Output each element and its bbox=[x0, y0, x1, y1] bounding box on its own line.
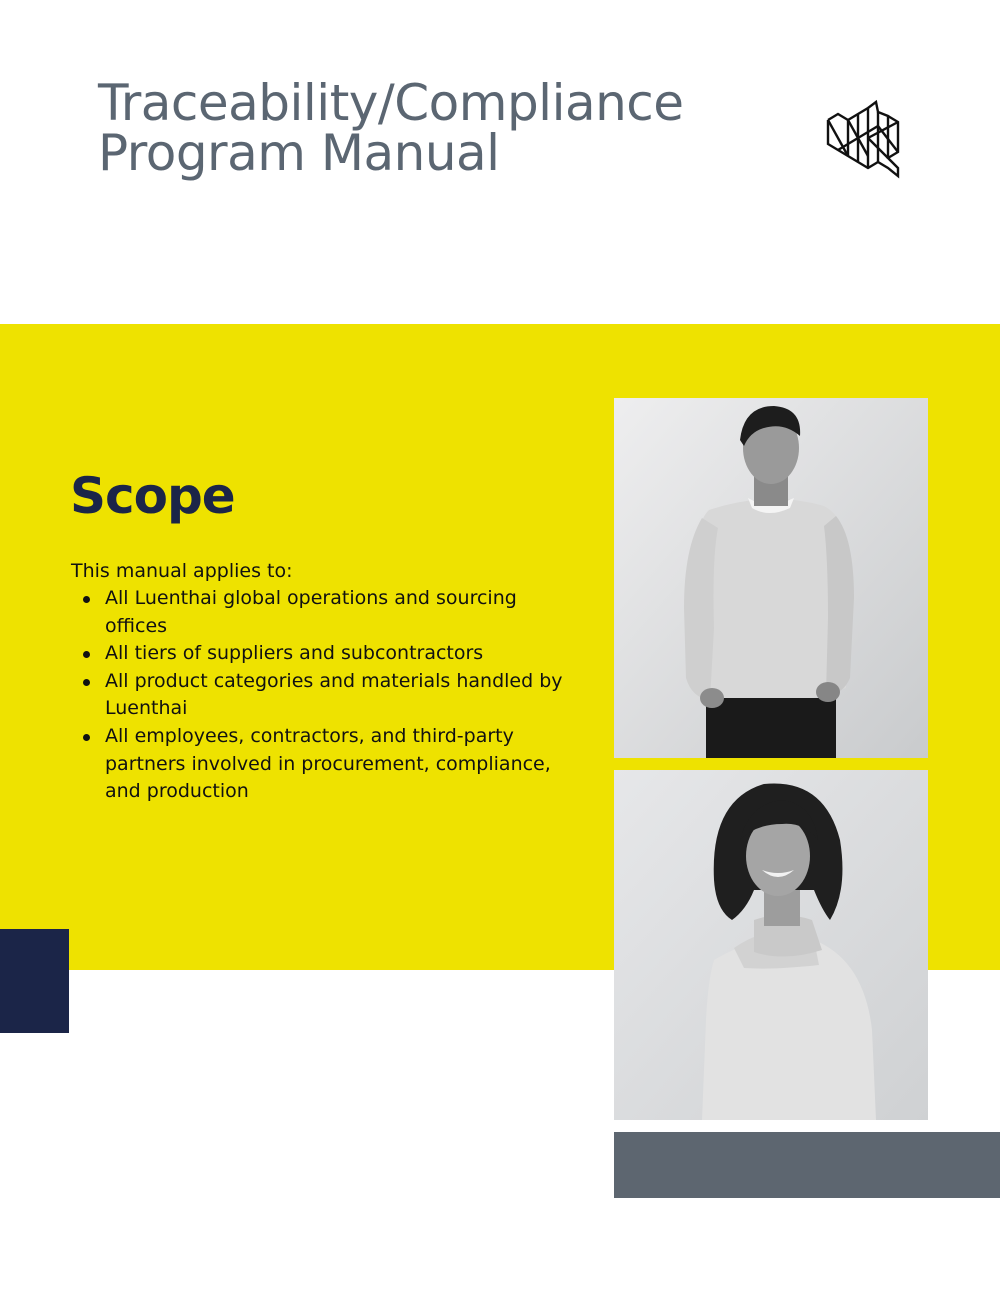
title-line-1: Traceability/Compliance bbox=[98, 74, 684, 132]
list-item: All product categories and materials handled by Luenthai bbox=[105, 668, 575, 723]
list-item: All employees, contractors, and third-party partners involved in procurement, compliance, and production bbox=[105, 723, 575, 806]
section-heading: Scope bbox=[70, 467, 235, 525]
slate-accent-bar bbox=[614, 1132, 1000, 1198]
navy-accent-block bbox=[0, 929, 69, 1033]
title-line-2: Program Manual bbox=[98, 124, 500, 182]
woman-portrait-photo bbox=[614, 770, 928, 1120]
geometric-fish-logo-icon bbox=[822, 98, 904, 180]
list-item: All tiers of suppliers and subcontractors bbox=[105, 640, 575, 668]
list-item: All Luenthai global operations and sourcing offices bbox=[105, 585, 575, 640]
scope-list bbox=[71, 585, 575, 806]
man-portrait-photo bbox=[614, 398, 928, 758]
page-title bbox=[98, 74, 684, 182]
section-intro: This manual applies to: bbox=[71, 560, 293, 582]
